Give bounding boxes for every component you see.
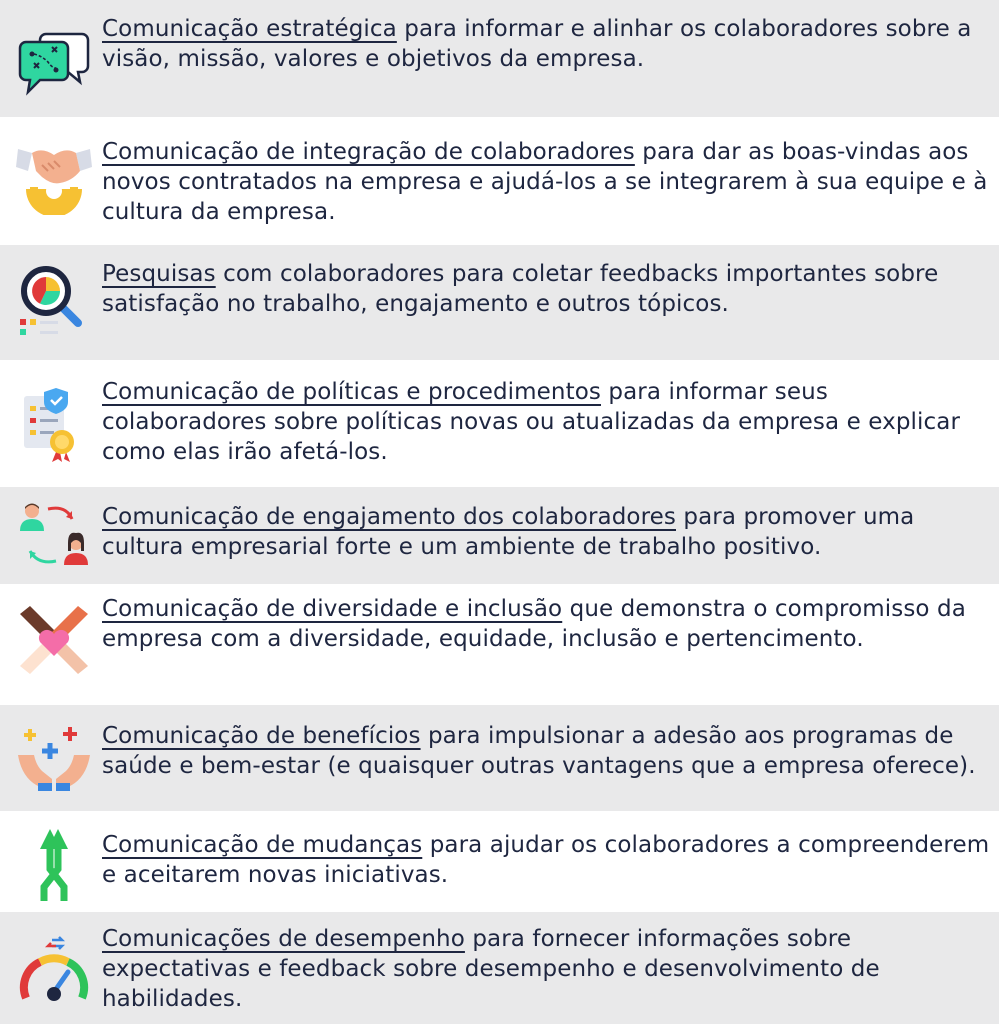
item-title: Comunicação de políticas e procedimentos (102, 379, 601, 405)
item-description: que demonstra o compromisso da empresa com a diversidade, equidade, inclusão e pertencimento. (102, 596, 966, 652)
item-title: Comunicação de integração de colaboradores (102, 139, 635, 165)
list-item-policies (0, 360, 999, 487)
policy-document-icon (16, 386, 92, 462)
item-title: Comunicação de benefícios (102, 723, 421, 749)
list-item-strategic (0, 0, 999, 117)
people-exchange-icon (16, 499, 92, 575)
item-description: para promover uma cultura empresarial forte e um ambiente de trabalho positivo. (102, 504, 915, 560)
item-title: Comunicações de desempenho (102, 926, 465, 952)
item-title: Comunicação de engajamento dos colaboradores (102, 504, 676, 530)
item-text (102, 594, 993, 654)
item-description: para impulsionar a adesão aos programas de saúde e bem-estar (e quaisquer outras vantagens que a empresa oferece). (102, 723, 976, 779)
chat-strategy-icon (16, 22, 92, 98)
performance-gauge-icon (16, 936, 92, 1012)
item-title: Pesquisas (102, 261, 216, 287)
survey-magnifier-icon (16, 261, 92, 337)
item-text (102, 137, 993, 227)
item-description: para ajudar os colaboradores a compreenderem e aceitarem novas iniciativas. (102, 832, 990, 888)
diverse-hands-heart-icon (16, 602, 92, 678)
list-item-engagement (0, 487, 999, 584)
item-title: Comunicação estratégica (102, 16, 397, 42)
item-text (102, 502, 993, 562)
item-title: Comunicação de mudanças (102, 832, 423, 858)
item-text (102, 830, 993, 890)
list-item-surveys (0, 245, 999, 360)
diverging-arrows-icon (16, 825, 92, 901)
list-item-benefits (0, 705, 999, 811)
item-text (102, 924, 993, 1014)
item-description: para informar seus colaboradores sobre políticas novas ou atualizadas da empresa e explicar como elas irão afetá-los. (102, 379, 961, 465)
list-item-performance (0, 912, 999, 1024)
handshake-gear-icon (16, 139, 92, 215)
hands-health-cross-icon (16, 721, 92, 797)
item-text (102, 14, 993, 74)
item-description: para informar e alinhar os colaboradores sobre a visão, missão, valores e objetivos da empresa. (102, 16, 972, 72)
item-title: Comunicação de diversidade e inclusão (102, 596, 563, 622)
item-description: para dar as boas-vindas aos novos contratados na empresa e ajudá-los a se integrarem à sua equipe e à cultura da empresa. (102, 139, 988, 225)
item-description: com colaboradores para coletar feedbacks importantes sobre satisfação no trabalho, engajamento e outros tópicos. (102, 261, 939, 317)
list-item-onboarding (0, 117, 999, 245)
list-item-changes (0, 811, 999, 912)
item-text (102, 259, 993, 319)
item-text (102, 377, 993, 467)
item-description: para fornecer informações sobre expectativas e feedback sobre desempenho e desenvolvimento de habilidades. (102, 926, 880, 1012)
item-text (102, 721, 993, 781)
list-item-diversity (0, 584, 999, 705)
